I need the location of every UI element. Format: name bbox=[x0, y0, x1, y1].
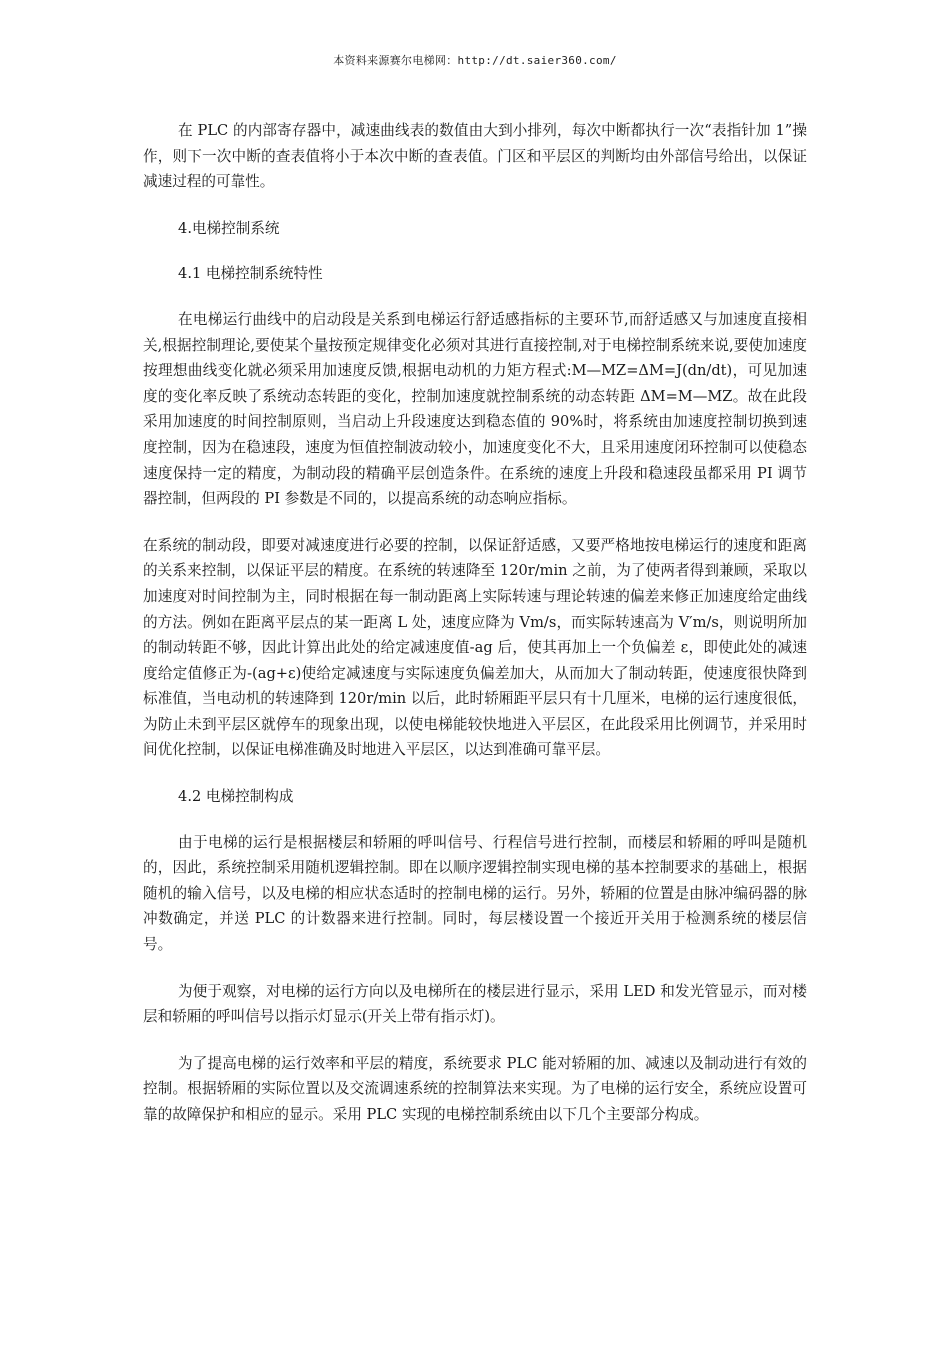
section-heading-4-1: 4.1 电梯控制系统特性 bbox=[178, 265, 323, 283]
paragraph-startup-control: 在电梯运行曲线中的启动段是关系到电梯运行舒适感指标的主要环节,而舒适感又与加速度直接相关,根据控制理论,要使某个量按预定规律变化必须对其进行直接控制,对于电梯控制系统来说,要使加速度按理想曲线变化就必须采用加速度反馈,根据电动机的力矩方程式:M—MZ=ΔM=J(dn/dt)，可见加速度的变化率反映了系统动态转距的变化，控制加速度就控制系统的动态转距 ΔM=M—MZ。故在此段采用加速度的时间控制原则，当启动上升段速度达到稳态值的 90%时，将系统由加速度控制切换到速度控制，因为在稳速段，速度为恒值控制波动较小，加速度变化不大，且采用速度闭环控制可以使稳态速度保持一定的精度，为制动段的精确平层创造条件。在系统的速度上升段和稳速段虽都采用 PI 调节器控制，但两段的 PI 参数是不同的，以提高系统的动态响应指标。 bbox=[143, 310, 807, 508]
paragraph-plc-structure: 为了提高电梯的运行效率和平层的精度，系统要求 PLC 能对轿厢的加、减速以及制动进行有效的控制。根据轿厢的实际位置以及交流调速系统的控制算法来实现。为了电梯的运行安全，系统应设置可靠的故障保护和相应的显示。采用 PLC 实现的电梯控制系统由以下几个主要部分构成。 bbox=[143, 1054, 807, 1123]
section-heading-4-2: 4.2 电梯控制构成 bbox=[178, 788, 294, 806]
document-body bbox=[143, 118, 807, 1128]
paragraph-random-logic: 由于电梯的运行是根据楼层和轿厢的呼叫信号、行程信号进行控制，而楼层和轿厢的呼叫是随机的，因此，系统控制采用随机逻辑控制。即在以顺序逻辑控制实现电梯的基本控制要求的基础上，根据随机的输入信号，以及电梯的相应状态适时的控制电梯的运行。另外，轿厢的位置是由脉冲编码器的脉冲数确定，并送 PLC 的计数器来进行控制。同时，每层楼设置一个接近开关用于检测系统的楼层信号。 bbox=[143, 833, 807, 954]
paragraph-braking-control: 在系统的制动段，即要对减速度进行必要的控制，以保证舒适感，又要严格地按电梯运行的速度和距离的关系来控制，以保证平层的精度。在系统的转速降至 120r/min 之前，为了使两者得到兼顾，采取以加速度对时间控制为主，同时根据在每一制动距离上实际转速与理论转速的偏差来修正加速度给定曲线的方法。例如在距离平层点的某一距离 L 处，速度应降为 Vm/s，而实际转速高为 V′m/s，则说明所加的制动转距不够，因此计算出此处的给定减速度值-ag 后，使其再加上一个负偏差 ε，即使此处的减速度给定值修正为-(ag+ε)使给定减速度与实际速度负偏差加大，从而加大了制动转距，使速度很快降到标准值，当电动机的转速降到 120r/min 以后，此时轿厢距平层只有十几厘米，电梯的运行速度很低，为防止未到平层区就停车的现象出现，以使电梯能较快地进入平层区，在此段采用比例调节，并采用时间优化控制，以保证电梯准确及时地进入平层区，以达到准确可靠平层。 bbox=[143, 536, 807, 759]
paragraph-lookup-table: 在 PLC 的内部寄存器中，减速曲线表的数值由大到小排列，每次中断都执行一次“表指针加 1”操作，则下一次中断的查表值将小于本次中断的查表值。门区和平层区的判断均由外部信号给出，以保证减速过程的可靠性。 bbox=[143, 122, 807, 191]
page-header-source-note: 本资料来源赛尔电梯网：http://dt.saier360.com/ bbox=[333, 54, 617, 67]
paragraph-display: 为便于观察，对电梯的运行方向以及电梯所在的楼层进行显示，采用 LED 和发光管显示，而对楼层和轿厢的呼叫信号以指示灯显示(开关上带有指示灯)。 bbox=[143, 982, 807, 1026]
section-heading-4: 4.电梯控制系统 bbox=[178, 219, 280, 237]
